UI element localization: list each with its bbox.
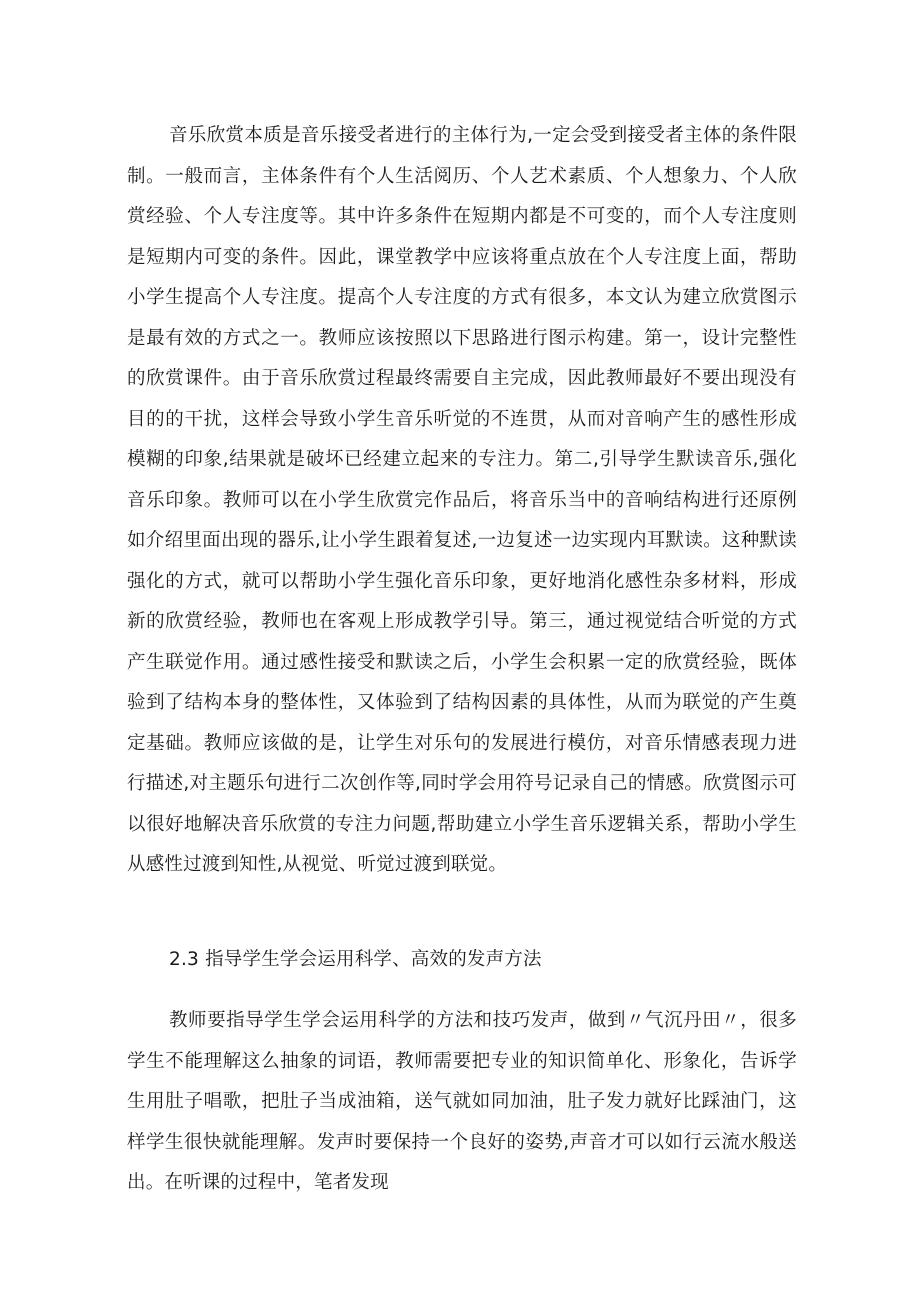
body-paragraph-vocal-method: 教师要指导学生学会运用科学的方法和技巧发声，做到〃气沉丹田〃，很多学生不能理解这么抽象的词语，教师需要把专业的知识简单化、形象化，告诉学生用肚子唱歌，把肚子当成油箱，送气就如同加油，肚子发力就好比踩油门，这样学生很快就能理解。发声时要保持一个良好的姿势,声音才可以如行云流水般送出。在听课的过程中，笔者发现 bbox=[127, 1010, 797, 1193]
body-paragraph-music-appreciation: 音乐欣赏本质是音乐接受者进行的主体行为,一定会受到接受者主体的条件限制。一般而言，主体条件有个人生活阅历、个人艺术素质、个人想象力、个人欣赏经验、个人专注度等。其中许多条件在短期内都是不可变的，而个人专注度则是短期内可变的条件。因此，课堂教学中应该将重点放在个人专注度上面，帮助小学生提高个人专注度。提高个人专注度的方式有很多，本文认为建立欣赏图示是最有效的方式之一。教师应该按照以下思路进行图示构建。第一，设计完整性的欣赏课件。由于音乐欣赏过程最终需要自主完成，因此教师最好不要出现没有目的的干扰，这样会导致小学生音乐听觉的不连贯，从而对音响产生的感性形成模糊的印象,结果就是破坏已经建立起来的专注力。第二,引导学生默读音乐,强化音乐印象。教师可以在小学生欣赏完作品后，将音乐当中的音响结构进行还原例如介绍里面出现的器乐,让小学生跟着复述,一边复述一边实现内耳默读。这种默读强化的方式，就可以帮助小学生强化音乐印象，更好地消化感性杂多材料，形成新的欣赏经验，教师也在客观上形成教学引导。第三，通过视觉结合听觉的方式产生联觉作用。通过感性接受和默读之后，小学生会积累一定的欣赏经验，既体验到了结构本身的整体性，又体验到了结构因素的具体性，从而为联觉的产生奠定基础。教师应该做的是，让学生对乐句的发展进行模仿，对音乐情感表现力进行描述,对主题乐句进行二次创作等,同时学会用符号记录自己的情感。欣赏图示可以很好地解决音乐欣赏的专注力问题,帮助建立小学生音乐逻辑关系，帮助小学生从感性过渡到知性,从视觉、听觉过渡到联觉。 bbox=[127, 125, 797, 875]
section-heading-2-3: 2.3 指导学生学会运用科学、高效的发声方法 bbox=[169, 949, 542, 970]
